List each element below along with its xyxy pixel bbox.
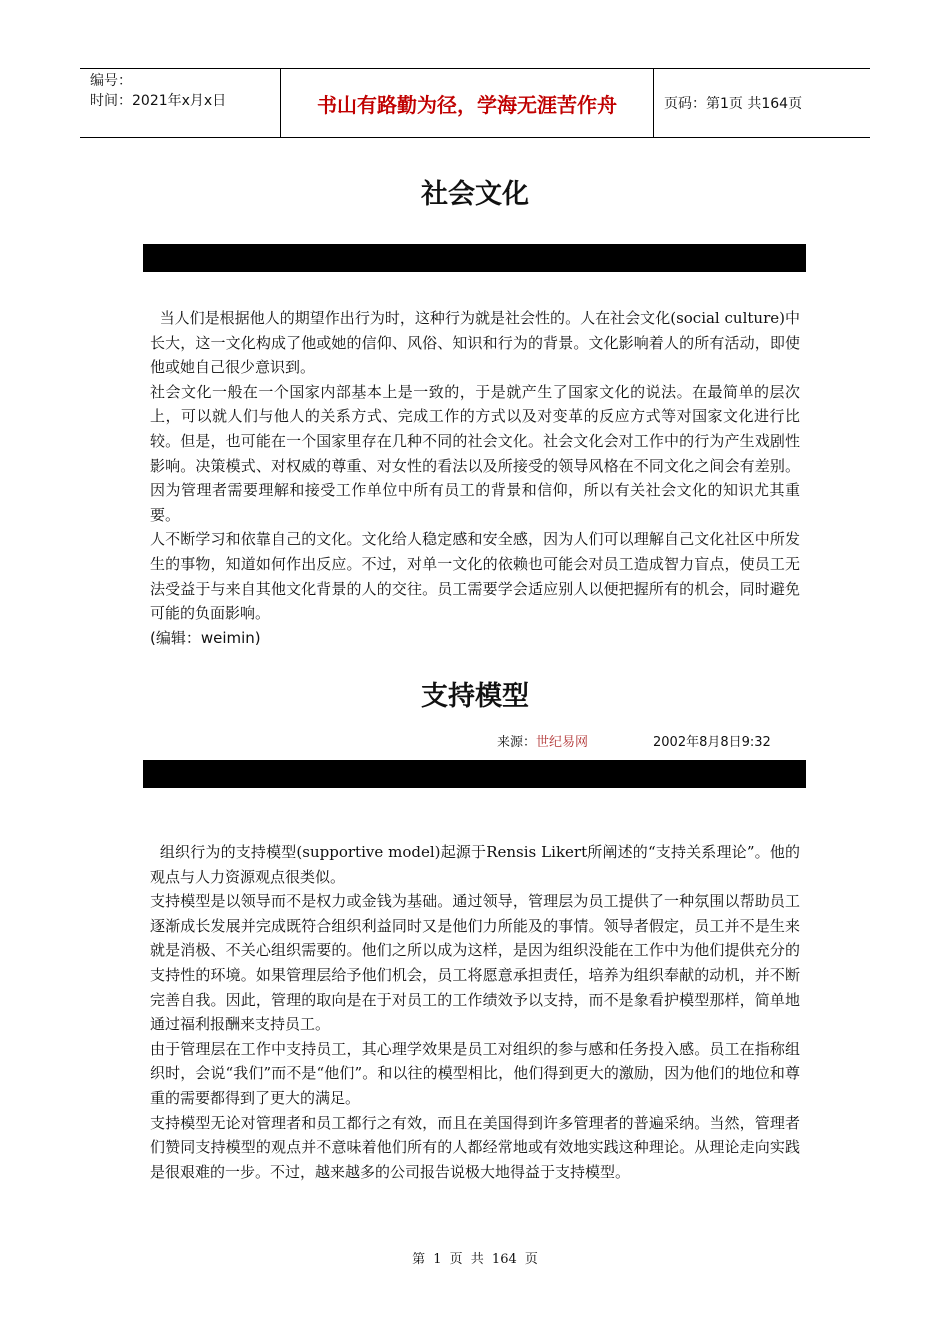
source-link[interactable]: 世纪易网 (536, 735, 589, 750)
source-label: 来源： (497, 735, 537, 750)
paragraph: 由于管理层在工作中支持员工，其心理学效果是员工对组织的参与感和任务投入感。员工在指称组织时，会说“我们”而不是“他们”。和以往的模型相比，他们得到更大的激励，因为他们的地位和尊重的需要都得到了更大的满足。 (150, 1039, 800, 1107)
page-header (80, 68, 870, 138)
article-date: 2002年8月8日9:32 (653, 735, 771, 750)
paragraph: 支持模型无论对管理者和员工都行之有效，而且在美国得到许多管理者的普遍采纳。当然，管理者们赞同支持模型的观点并不意味着他们所有的人都经常地或有效地实践这种理论。从理论走向实践是很艰难的一步。不过，越来越多的公司报告说极大地得益于支持模型。 (150, 1113, 800, 1181)
article-body-supportive-model (150, 840, 800, 1184)
paragraph: 当人们是根据他人的期望作出行为时，这种行为就是社会性的。人在社会文化(social culture)中长大，这一文化构成了他或她的信仰、风俗、知识和行为的背景。文化影响着人的所有活动，即使他或她自己很少意识到。 (150, 309, 800, 377)
header-info (80, 69, 281, 137)
section-title-supportive-model: 支持模型 (421, 681, 529, 712)
header-motto: 书山有路勤为径，学海无涯苦作舟 (281, 69, 654, 137)
page-footer: 第 1 页 共 164 页 (412, 1252, 538, 1267)
editor-note: (编辑：weimin) (150, 628, 261, 647)
section-divider-bar (143, 244, 806, 272)
paragraph: 人不断学习和依靠自己的文化。文化给人稳定感和安全感，因为人们可以理解自己文化社区中所发生的事物，知道如何作出反应。不过，对单一文化的依赖也可能会对员工造成智力盲点，使员工无法受益于与来自其他文化背景的人的交往。员工需要学会适应别人以便把握所有的机会，同时避免可能的负面影响。 (150, 530, 800, 623)
header-page-number: 页码：第1页 共164页 (664, 96, 803, 112)
paragraph: 组织行为的支持模型(supportive model)起源于Rensis Likert所阐述的“支持关系理论”。他的观点与人力资源观点很类似。 (150, 843, 801, 886)
document-time: 时间：2021年x月x日 (90, 93, 227, 109)
section-divider-bar (143, 760, 806, 788)
paragraph: 社会文化一般在一个国家内部基本上是一致的，于是就产生了国家文化的说法。在最简单的层次上，可以就人们与他人的关系方式、完成工作的方式以及对变革的反应方式等对国家文化进行比较。但是，也可能在一个国家里存在几种不同的社会文化。社会文化会对工作中的行为产生戏剧性影响。决策模式、对权威的尊重、对女性的看法以及所接受的领导风格在不同文化之间会有差别。因为管理者需要理解和接受工作单位中所有员工的背景和信仰，所以有关社会文化的知识尤其重要。 (150, 382, 800, 524)
document-number: 编号： (90, 73, 132, 89)
paragraph: 支持模型是以领导而不是权力或金钱为基础。通过领导，管理层为员工提供了一种氛围以帮助员工逐渐成长发展并完成既符合组织利益同时又是他们力所能及的事情。领导者假定，员工并不是生来就是消极、不关心组织需要的。他们之所以成为这样，是因为组织没能在工作中为他们提供充分的支持性的环境。如果管理层给予他们机会，员工将愿意承担责任，培养为组织奉献的动机，并不断完善自我。因此，管理的取向是在于对员工的工作绩效予以支持，而不是象看护模型那样，简单地通过福利报酬来支持员工。 (150, 892, 800, 1034)
article-source (497, 731, 588, 750)
article-body-social-culture (150, 306, 800, 650)
section-title-social-culture: 社会文化 (421, 179, 529, 210)
